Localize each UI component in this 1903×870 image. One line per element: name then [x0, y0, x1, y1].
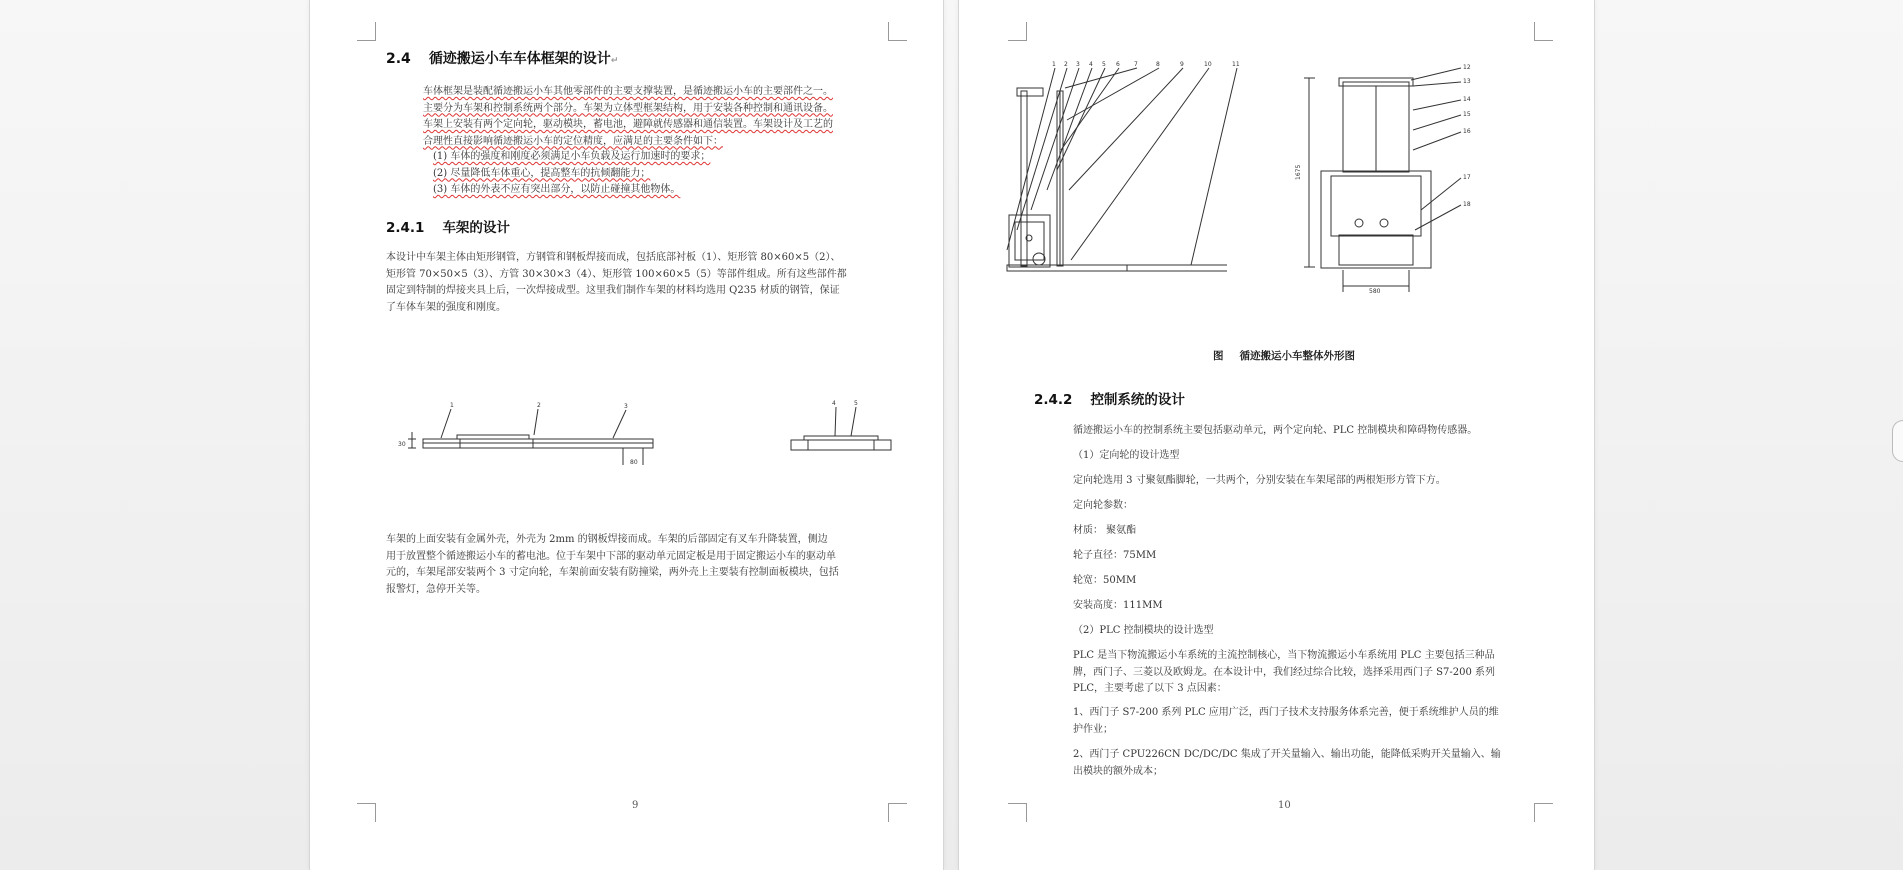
section-number: 2.4	[386, 51, 411, 67]
requirement-item: (2) 尽量降低车体重心，提高整车的抗倾翻能力；	[433, 167, 651, 179]
frame-line: 矩形管 70×50×5（3）、方管 30×30×3（4）、矩形管 100×60×5（5）等部件组成。所有这些部件都	[386, 268, 847, 280]
document-page-10[interactable]	[959, 0, 1594, 870]
cover-paragraph[interactable]	[386, 532, 839, 598]
caster-params-label[interactable]: 定向轮参数：	[1073, 500, 1133, 511]
margin-mark-bottom-left	[357, 803, 376, 822]
intro-line: 主要分为车架和控制系统两个部分。车架为立体型框架结构，用于安装各种控制和通讯设备。	[423, 102, 833, 114]
cart-label: 11	[1232, 61, 1240, 68]
frame-paragraph[interactable]	[386, 250, 847, 316]
document-page-9[interactable]	[310, 0, 943, 870]
frame-label: 2	[537, 402, 541, 409]
page-number: 10	[1278, 800, 1291, 811]
frame-label: 4	[832, 400, 836, 407]
point-line: 2、西门子 CPU226CN DC/DC/DC 集成了开关量输入、输出功能，能降低采购开关量输入、输	[1073, 749, 1501, 760]
cart-label: 3	[1076, 61, 1080, 68]
cart-label: 18	[1463, 201, 1471, 208]
cart-label: 7	[1134, 61, 1138, 68]
page-number: 9	[632, 800, 639, 811]
section-heading-2-4[interactable]: 2.4 循迹搬运小车车体框架的设计↵	[386, 51, 619, 67]
margin-mark-bottom-left	[1008, 803, 1027, 822]
plc-point-1[interactable]	[1073, 705, 1499, 738]
figure-label: 图	[1213, 350, 1224, 362]
cart-label: 17	[1463, 174, 1471, 181]
intro-line: 车体框架是装配循迹搬运小车其他零部件的主要支撑装置，是循迹搬运小车的主要部件之一。	[423, 86, 833, 97]
cart-label: 9	[1180, 61, 1184, 68]
intro-line: 合理性直接影响循迹搬运小车的定位精度，应满足的主要条件如下：	[423, 135, 723, 147]
control-intro[interactable]: 循迹搬运小车的控制系统主要包括驱动单元，两个定向轮、PLC 控制模块和障碍物传感器。	[1073, 425, 1478, 436]
cover-line: 元的，车架尾部安装两个 3 寸定向轮，车架前面安装有防撞梁，两外壳上主要装有控制面板模块，包括	[386, 567, 839, 578]
section-number: 2.4.2	[1034, 392, 1073, 408]
cart-label: 6	[1116, 61, 1120, 68]
margin-mark-bottom-right	[888, 803, 907, 822]
caster-material[interactable]: 材质： 聚氨酯	[1073, 525, 1137, 536]
section-heading-2-4-2[interactable]	[1034, 388, 1185, 408]
frame-line: 了车体车架的强度和刚度。	[386, 301, 506, 313]
cart-dim: 1675	[1295, 164, 1302, 180]
margin-mark-top-right	[1534, 22, 1553, 41]
frame-label: 1	[450, 402, 454, 409]
subheading-caster[interactable]: （1）定向轮的设计选型	[1073, 450, 1180, 461]
section-title: 循迹搬运小车车体框架的设计	[428, 51, 611, 67]
point-line: 1、西门子 S7-200 系列 PLC 应用广泛，西门子技术支持服务体系完善，便于系统维护人员的维	[1073, 707, 1499, 718]
cart-label: 5	[1102, 61, 1106, 68]
margin-mark-bottom-right	[1534, 803, 1553, 822]
intro-line: 车架上安装有两个定向轮，驱动模块，蓄电池，避障就传感器和通信装置。车架设计及工艺的	[423, 119, 833, 130]
requirement-item: (1) 车体的强度和刚度必须满足小车负载及运行加速时的要求；	[433, 151, 711, 162]
frame-drawing	[310, 390, 943, 530]
cart-label: 16	[1463, 128, 1471, 135]
point-line: 出模块的额外成本；	[1073, 765, 1163, 777]
frame-label: 3	[624, 403, 628, 410]
caster-description[interactable]: 定向轮选用 3 寸聚氨酯脚轮，一共两个，分别安装在车架尾部的两根矩形方管下方。	[1073, 475, 1446, 486]
scroll-handle[interactable]	[1892, 420, 1903, 462]
frame-line: 本设计中车架主体由矩形钢管，方钢管和钢板焊接而成，包括底部衬板（1）、矩形管 80×60×5（2）、	[386, 252, 841, 263]
margin-mark-top-right	[888, 22, 907, 41]
caster-mount-height[interactable]: 安装高度：111MM	[1073, 600, 1163, 611]
subsection-title: 车架的设计	[442, 220, 510, 236]
intro-paragraph[interactable]	[423, 84, 833, 150]
cart-label: 2	[1064, 61, 1068, 68]
point-line: 护作业；	[1073, 723, 1113, 735]
plc-line: 牌，西门子、三菱以及欧姆龙。在本设计中，我们经过综合比较，选择采用西门子 S7-200 系列	[1073, 666, 1496, 678]
subsection-number: 2.4.1	[386, 220, 425, 236]
margin-mark-top-left	[357, 22, 376, 41]
subsection-heading-2-4-1[interactable]	[386, 216, 510, 236]
cover-line: 报警灯，急停开关等。	[386, 583, 486, 595]
cart-label: 8	[1156, 61, 1160, 68]
requirement-item: (3) 车体的外表不应有突出部分，以防止碰撞其他物体。	[433, 184, 681, 195]
cart-drawing	[959, 60, 1594, 320]
margin-mark-top-left	[1008, 22, 1027, 41]
plc-line: PLC 是当下物流搬运小车系统的主流控制核心，当下物流搬运小车系统用 PLC 主要包括三种品	[1073, 650, 1495, 661]
section-title: 控制系统的设计	[1090, 392, 1185, 408]
plc-paragraph[interactable]	[1073, 648, 1495, 698]
cart-label: 1	[1052, 61, 1056, 68]
subheading-plc[interactable]: （2）PLC 控制模块的设计选型	[1073, 625, 1214, 636]
caster-diameter[interactable]: 轮子直径：75MM	[1073, 550, 1157, 561]
frame-line: 固定到特制的焊接夹具上后，一次焊接成型。这里我们制作车架的材料均选用 Q235 材质的钢管，保证	[386, 285, 840, 296]
requirements-list[interactable]	[433, 149, 710, 199]
plc-point-2[interactable]	[1073, 747, 1501, 780]
cart-label: 15	[1463, 111, 1471, 118]
cart-label: 14	[1463, 96, 1471, 103]
figure-caption[interactable]	[1213, 348, 1355, 363]
frame-dim: 30	[398, 441, 406, 448]
cart-label: 4	[1089, 61, 1093, 68]
cover-line: 用于放置整个循迹搬运小车的蓄电池。位于车架中下部的驱动单元固定板是用于固定搬运小车的驱动单	[386, 550, 836, 562]
cart-dim: 580	[1369, 288, 1381, 295]
cart-label: 10	[1204, 61, 1212, 68]
cover-line: 车架的上面安装有金属外壳，外壳为 2mm 的钢板焊接而成。车架的后部固定有叉车升降装置，侧边	[386, 534, 828, 545]
caster-width[interactable]: 轮宽：50MM	[1073, 575, 1137, 586]
figure-title: 循迹搬运小车整体外形图	[1239, 350, 1355, 362]
frame-label: 5	[854, 400, 858, 407]
cart-label: 12	[1463, 64, 1471, 71]
cart-label: 13	[1463, 78, 1471, 85]
frame-dim: 80	[630, 459, 638, 466]
plc-line: PLC，主要考虑了以下 3 点因素：	[1073, 683, 1227, 694]
